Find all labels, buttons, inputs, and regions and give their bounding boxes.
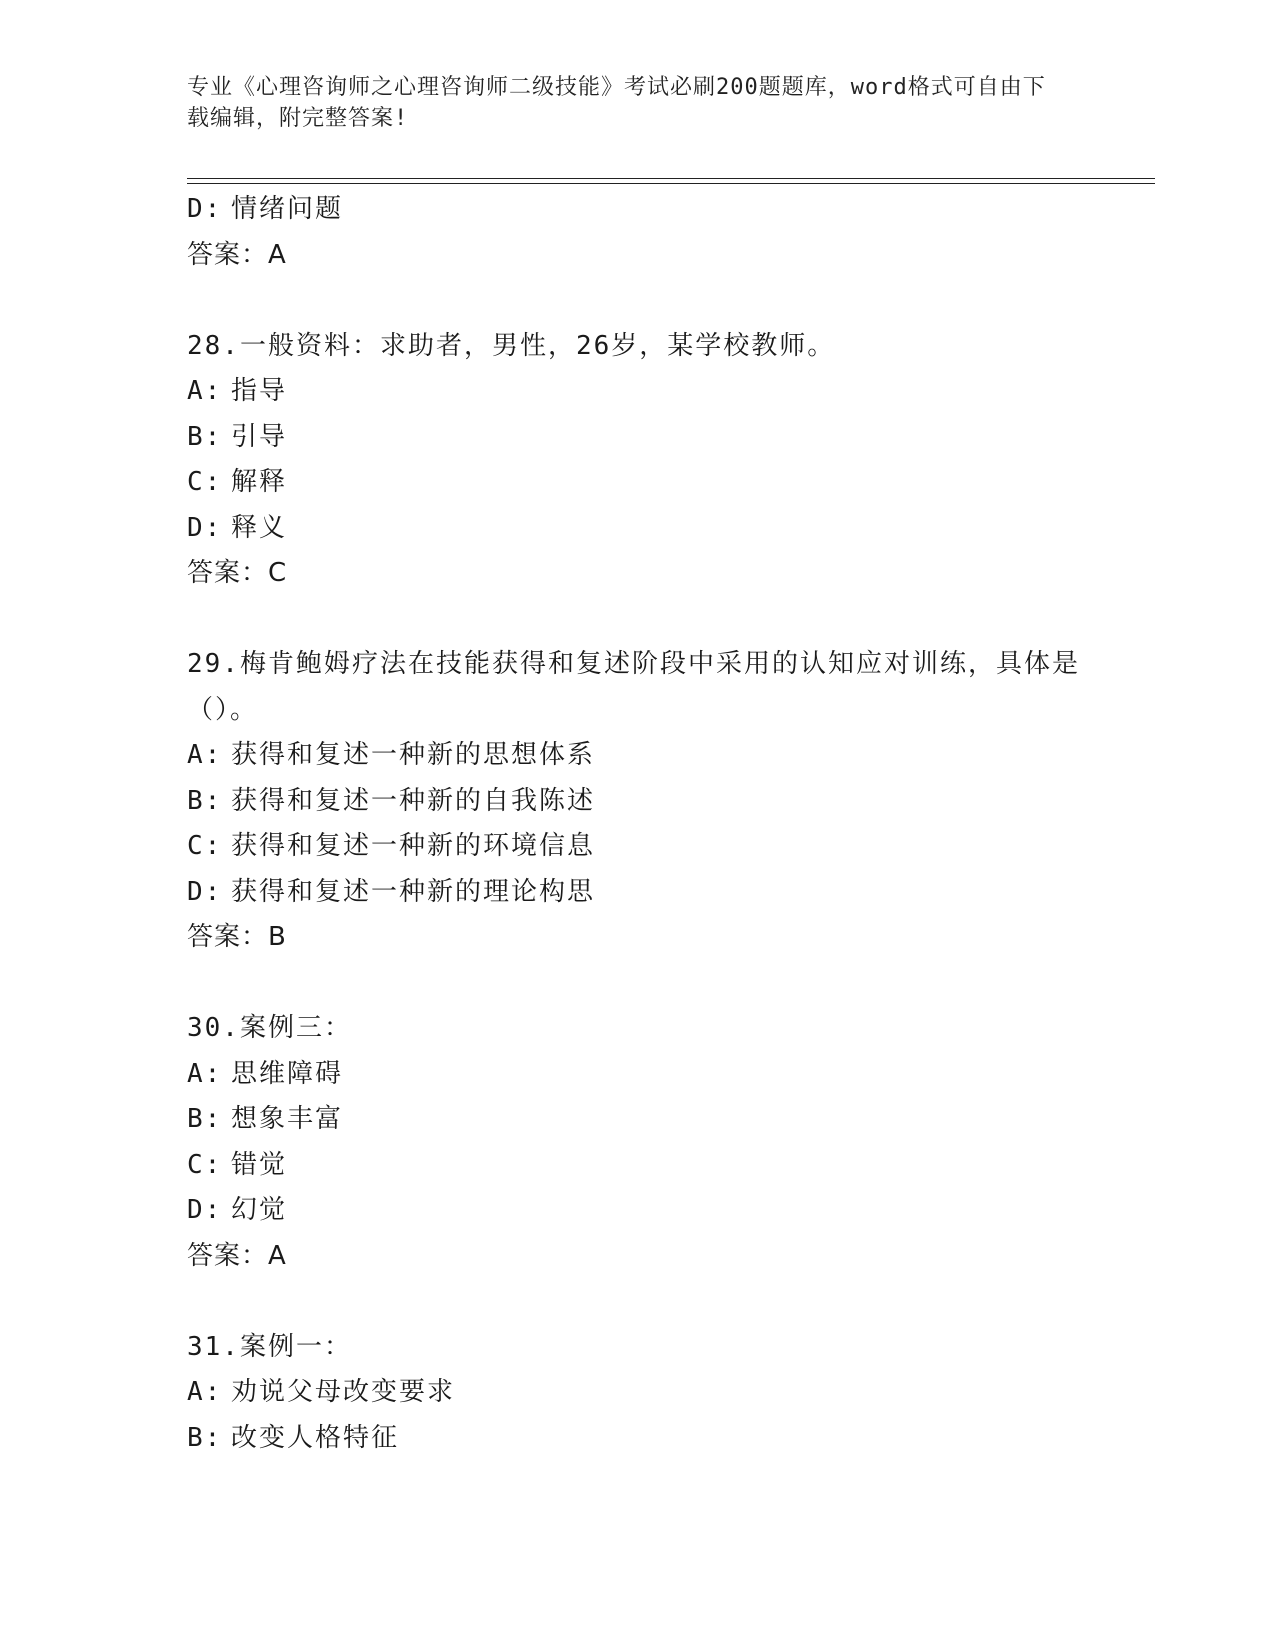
answer-line: 答案：C: [187, 558, 288, 588]
option-key: B:: [187, 1422, 223, 1453]
option-key: A:: [187, 376, 223, 406]
option-key: B:: [187, 1104, 223, 1134]
option-line: [187, 870, 1087, 916]
option-text: 释义: [231, 512, 288, 543]
option-text: 情绪问题: [231, 194, 344, 224]
spacer: [187, 278, 1087, 324]
option-text: 劝说父母改变要求: [231, 1377, 456, 1407]
option-line: [187, 733, 1087, 779]
header-divider-top: [187, 178, 1155, 179]
option-text: 获得和复述一种新的理论构思: [231, 876, 596, 907]
question-stem: 30.案例三：: [187, 1013, 352, 1043]
page-header: 专业《心理咨询师之心理咨询师二级技能》考试必刷200题题库，word格式可自由下载编辑，附完整答案!: [187, 75, 1046, 131]
option-text: 改变人格特征: [231, 1422, 400, 1453]
option-line: [187, 187, 1087, 233]
option-line: [187, 1370, 1087, 1416]
option-key: C:: [187, 831, 223, 861]
option-text: 引导: [231, 421, 288, 452]
option-key: B:: [187, 785, 223, 816]
option-text: 获得和复述一种新的环境信息: [231, 831, 596, 861]
answer-line: 答案：A: [187, 1240, 287, 1271]
option-line: [187, 824, 1087, 870]
option-key: A:: [187, 740, 223, 770]
option-line: [187, 779, 1087, 825]
option-line: [187, 1143, 1087, 1189]
question-list: [187, 187, 1087, 1461]
option-line: [187, 506, 1087, 552]
option-line: [187, 1416, 1087, 1462]
option-text: 想象丰富: [231, 1104, 344, 1134]
option-line: [187, 1188, 1087, 1234]
option-line: [187, 1052, 1087, 1098]
option-key: B:: [187, 421, 223, 452]
option-text: 思维障碍: [231, 1058, 344, 1089]
option-key: C:: [187, 467, 223, 497]
option-text: 错觉: [231, 1149, 288, 1180]
question-stem: 29.梅肯鲍姆疗法在技能获得和复述阶段中采用的认知应对训练，具体是（）。: [187, 649, 1080, 725]
option-text: 获得和复述一种新的自我陈述: [231, 785, 596, 816]
spacer: [187, 597, 1087, 643]
question-stem: 31.案例一：: [187, 1331, 352, 1362]
option-text: 幻觉: [231, 1195, 288, 1225]
option-text: 获得和复述一种新的思想体系: [231, 740, 596, 770]
option-key: C:: [187, 1149, 223, 1180]
option-key: D:: [187, 876, 223, 907]
option-text: 解释: [231, 467, 288, 497]
answer-line: 答案：B: [187, 922, 287, 952]
answer-line: 答案：A: [187, 239, 287, 270]
option-line: [187, 415, 1087, 461]
option-key: D:: [187, 194, 223, 224]
option-text: 指导: [231, 376, 288, 406]
option-key: A:: [187, 1058, 223, 1089]
question-stem: 28.一般资料：求助者，男性，26岁，某学校教师。: [187, 330, 836, 361]
option-line: [187, 460, 1087, 506]
spacer: [187, 1279, 1087, 1325]
option-key: D:: [187, 512, 223, 543]
spacer: [187, 961, 1087, 1007]
header-divider-bottom: [187, 183, 1155, 184]
option-key: A:: [187, 1377, 223, 1407]
option-line: [187, 369, 1087, 415]
option-key: D:: [187, 1195, 223, 1225]
option-line: [187, 1097, 1087, 1143]
